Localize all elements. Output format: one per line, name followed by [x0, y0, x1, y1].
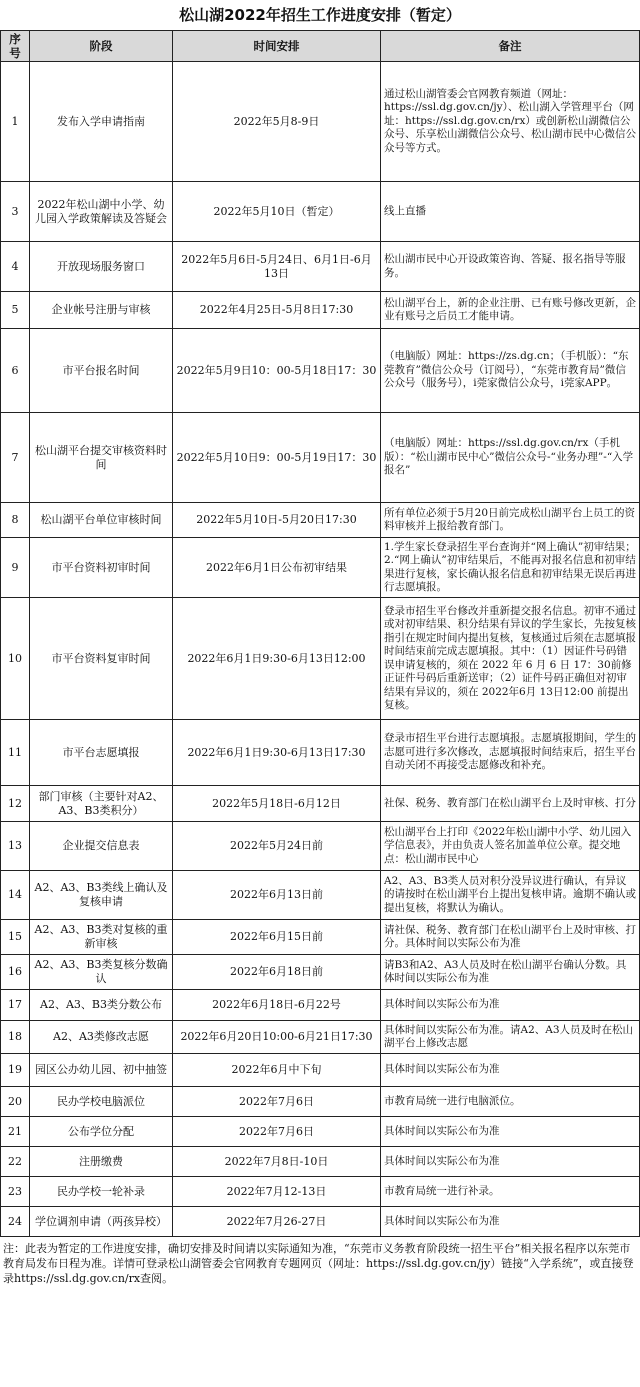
- table-row: [1, 1147, 640, 1177]
- row-note: 请B3和A2、A3人员及时在松山湖平台确认分数。具体时间以实际公布为准: [381, 955, 640, 990]
- row-note: 请社保、税务、教育部门在松山湖平台上及时审核、打分。具体时间以实际公布为准: [381, 920, 640, 955]
- row-note: 松山湖市民中心开设政策咨询、答疑、报名指导等服务。: [381, 242, 640, 292]
- row-time: 2022年6月20日10:00-6月21日17:30: [173, 1021, 381, 1054]
- row-note: 所有单位必须于5月20日前完成松山湖平台上员工的资料审核并上报给教育部门。: [381, 503, 640, 538]
- table-row: [1, 182, 640, 242]
- row-time: 2022年7月6日: [173, 1117, 381, 1147]
- row-number: 20: [1, 1087, 30, 1117]
- header-note: 备注: [381, 31, 640, 62]
- row-note: 线上直播: [381, 182, 640, 242]
- row-time: 2022年4月25日-5月8日17:30: [173, 292, 381, 329]
- row-time: 2022年6月1日9:30-6月13日12:00: [173, 598, 381, 720]
- table-row: [1, 786, 640, 822]
- table-row: [1, 920, 640, 955]
- row-stage: A2、A3、B3类复核分数确认: [30, 955, 173, 990]
- row-number: 23: [1, 1177, 30, 1207]
- row-stage: 市平台报名时间: [30, 329, 173, 413]
- row-time: 2022年5月24日前: [173, 822, 381, 871]
- row-stage: 发布入学申请指南: [30, 62, 173, 182]
- row-note: 市教育局统一进行补录。: [381, 1177, 640, 1207]
- row-time: 2022年5月10日-5月20日17:30: [173, 503, 381, 538]
- row-stage: 企业帐号注册与审核: [30, 292, 173, 329]
- row-number: 11: [1, 720, 30, 786]
- row-time: 2022年6月1日公布初审结果: [173, 538, 381, 598]
- row-stage: 2022年松山湖中小学、幼儿园入学政策解读及答疑会: [30, 182, 173, 242]
- row-number: 13: [1, 822, 30, 871]
- row-time: 2022年7月12-13日: [173, 1177, 381, 1207]
- row-stage: 市平台资料初审时间: [30, 538, 173, 598]
- row-time: 2022年5月18日-6月12日: [173, 786, 381, 822]
- row-number: 3: [1, 182, 30, 242]
- row-note: 通过松山湖管委会官网教育频道（网址：https://ssl.dg.gov.cn/jy）、松山湖入学管理平台（网址：https://ssl.dg.gov.cn/rx）或创新松山湖微信公众号、乐享松山湖微信公众号、松山湖市民中心微信公众号等方式。: [381, 62, 640, 182]
- row-time: 2022年6月13日前: [173, 871, 381, 920]
- row-note: （电脑版）网址：https://ssl.dg.gov.cn/rx（手机版）：“松山湖市民中心”微信公众号-“业务办理”-“入学报名”: [381, 413, 640, 503]
- row-note: 登录市招生平台修改并重新提交报名信息。初审不通过或对初审结果、积分结果有异议的学生家长，先按复核指引在规定时间内提出复核，复核通过后须在志愿填报时间结束前完成志愿填报。其中：（1）因证件号码错误申请复核的，须在 2022 年 6 月 6 日 17：30前修正证件号码后重新送审；（2）证件号码正确但对初审结果有异议的，须在 2022年6月 13日12:00 前提出复核。: [381, 598, 640, 720]
- table-row: [1, 413, 640, 503]
- row-time: 2022年7月8日-10日: [173, 1147, 381, 1177]
- row-time: 2022年7月26-27日: [173, 1207, 381, 1237]
- row-number: 22: [1, 1147, 30, 1177]
- row-number: 14: [1, 871, 30, 920]
- row-note: 具体时间以实际公布为准: [381, 1147, 640, 1177]
- table-row: [1, 1087, 640, 1117]
- row-stage: 园区公办幼儿园、初中抽签: [30, 1054, 173, 1087]
- table-row: [1, 538, 640, 598]
- row-number: 18: [1, 1021, 30, 1054]
- row-note: 具体时间以实际公布为准: [381, 990, 640, 1021]
- row-number: 1: [1, 62, 30, 182]
- row-number: 16: [1, 955, 30, 990]
- row-note: 登录市招生平台进行志愿填报。志愿填报期间，学生的志愿可进行多次修改，志愿填报时间结束后，招生平台自动关闭不再接受志愿修改和补充。: [381, 720, 640, 786]
- page-title: 松山湖2022年招生工作进度安排（暂定）: [179, 6, 461, 24]
- row-stage: A2、A3类修改志愿: [30, 1021, 173, 1054]
- table-row: [1, 1177, 640, 1207]
- row-stage: 市平台志愿填报: [30, 720, 173, 786]
- row-stage: 民办学校一轮补录: [30, 1177, 173, 1207]
- row-time: 2022年5月8-9日: [173, 62, 381, 182]
- row-stage: 松山湖平台单位审核时间: [30, 503, 173, 538]
- table-row: [1, 1117, 640, 1147]
- row-stage: 松山湖平台提交审核资料时间: [30, 413, 173, 503]
- row-number: 19: [1, 1054, 30, 1087]
- header-no: 序号: [1, 31, 30, 62]
- row-number: 9: [1, 538, 30, 598]
- row-time: 2022年6月15日前: [173, 920, 381, 955]
- row-note: 具体时间以实际公布为准: [381, 1054, 640, 1087]
- row-time: 2022年7月6日: [173, 1087, 381, 1117]
- row-note: 松山湖平台上打印《2022年松山湖中小学、幼儿园入学信息表》，并由负责人签名加盖单位公章。提交地点：松山湖市民中心: [381, 822, 640, 871]
- table-row: [1, 720, 640, 786]
- row-stage: 民办学校电脑派位: [30, 1087, 173, 1117]
- row-time: 2022年5月6日-5月24日、6月1日-6月13日: [173, 242, 381, 292]
- row-stage: 企业提交信息表: [30, 822, 173, 871]
- table-row: [1, 990, 640, 1021]
- row-note: 具体时间以实际公布为准。请A2、A3人员及时在松山湖平台上修改志愿: [381, 1021, 640, 1054]
- row-number: 10: [1, 598, 30, 720]
- row-number: 4: [1, 242, 30, 292]
- row-number: 5: [1, 292, 30, 329]
- row-time: 2022年5月10日9：00-5月19日17：30: [173, 413, 381, 503]
- row-stage: 公布学位分配: [30, 1117, 173, 1147]
- row-number: 12: [1, 786, 30, 822]
- header-stage: 阶段: [30, 31, 173, 62]
- row-time: 2022年6月18日前: [173, 955, 381, 990]
- row-number: 15: [1, 920, 30, 955]
- row-time: 2022年6月1日9:30-6月13日17:30: [173, 720, 381, 786]
- table-row: [1, 62, 640, 182]
- row-note: 松山湖平台上，新的企业注册、已有账号修改更新，企业有账号之后员工才能申请。: [381, 292, 640, 329]
- row-note: 具体时间以实际公布为准: [381, 1207, 640, 1237]
- row-number: 21: [1, 1117, 30, 1147]
- table-row: [1, 822, 640, 871]
- row-stage: 学位调剂申请（两孩异校）: [30, 1207, 173, 1237]
- schedule-table: [0, 30, 640, 1237]
- row-time: 2022年5月10日（暂定）: [173, 182, 381, 242]
- row-note: 市教育局统一进行电脑派位。: [381, 1087, 640, 1117]
- table-body: [1, 62, 640, 1237]
- row-stage: A2、A3、B3类对复核的重新审核: [30, 920, 173, 955]
- table-row: [1, 242, 640, 292]
- table-row: [1, 598, 640, 720]
- row-time: 2022年6月18日-6月22号: [173, 990, 381, 1021]
- header-time: 时间安排: [173, 31, 381, 62]
- row-stage: A2、A3、B3类分数公布: [30, 990, 173, 1021]
- table-row: [1, 1021, 640, 1054]
- table-row: [1, 1054, 640, 1087]
- row-stage: 注册缴费: [30, 1147, 173, 1177]
- row-number: 7: [1, 413, 30, 503]
- row-time: 2022年5月9日10：00-5月18日17：30: [173, 329, 381, 413]
- row-stage: 开放现场服务窗口: [30, 242, 173, 292]
- row-stage: A2、A3、B3类线上确认及复核申请: [30, 871, 173, 920]
- row-time: 2022年6月中下旬: [173, 1054, 381, 1087]
- table-row: [1, 871, 640, 920]
- row-number: 8: [1, 503, 30, 538]
- table-row: [1, 292, 640, 329]
- table-row: [1, 1207, 640, 1237]
- row-note: 1.学生家长登录招生平台查询并“网上确认”初审结果； 2.“网上确认”初审结果后，不能再对报名信息和初审结果进行复核，家长确认报名信息和初审结果无误后再进行志愿填报。: [381, 538, 640, 598]
- table-header-row: [1, 31, 640, 62]
- table-row: [1, 329, 640, 413]
- table-row: [1, 955, 640, 990]
- row-number: 17: [1, 990, 30, 1021]
- footnote: 注：此表为暂定的工作进度安排，确切安排及时间请以实际通知为准，“东莞市义务教育阶段统一招生平台”相关报名程序以东莞市教育局发布日程为准。详情可登录松山湖管委会官网教育专题网页（网址：https://ssl.dg.gov.cn/jy）链接“入学系统”，或直接登录https://ssl.dg.gov.cn/rx查阅。: [3, 1242, 634, 1285]
- row-note: A2、A3、B3类人员对积分没异议进行确认，有异议的请按时在松山湖平台上提出复核申请。逾期不确认或提出复核，将默认为确认。: [381, 871, 640, 920]
- table-row: [1, 503, 640, 538]
- row-number: 24: [1, 1207, 30, 1237]
- row-note: （电脑版）网址：https://zs.dg.cn；（手机版）：“东莞教育”微信公众号（订阅号），“东莞市教育局”微信公众号（服务号），i莞家微信公众号，i莞家APP。: [381, 329, 640, 413]
- row-note: 具体时间以实际公布为准: [381, 1117, 640, 1147]
- row-stage: 市平台资料复审时间: [30, 598, 173, 720]
- row-stage: 部门审核（主要针对A2、A3、B3类积分）: [30, 786, 173, 822]
- row-note: 社保、税务、教育部门在松山湖平台上及时审核、打分: [381, 786, 640, 822]
- row-number: 6: [1, 329, 30, 413]
